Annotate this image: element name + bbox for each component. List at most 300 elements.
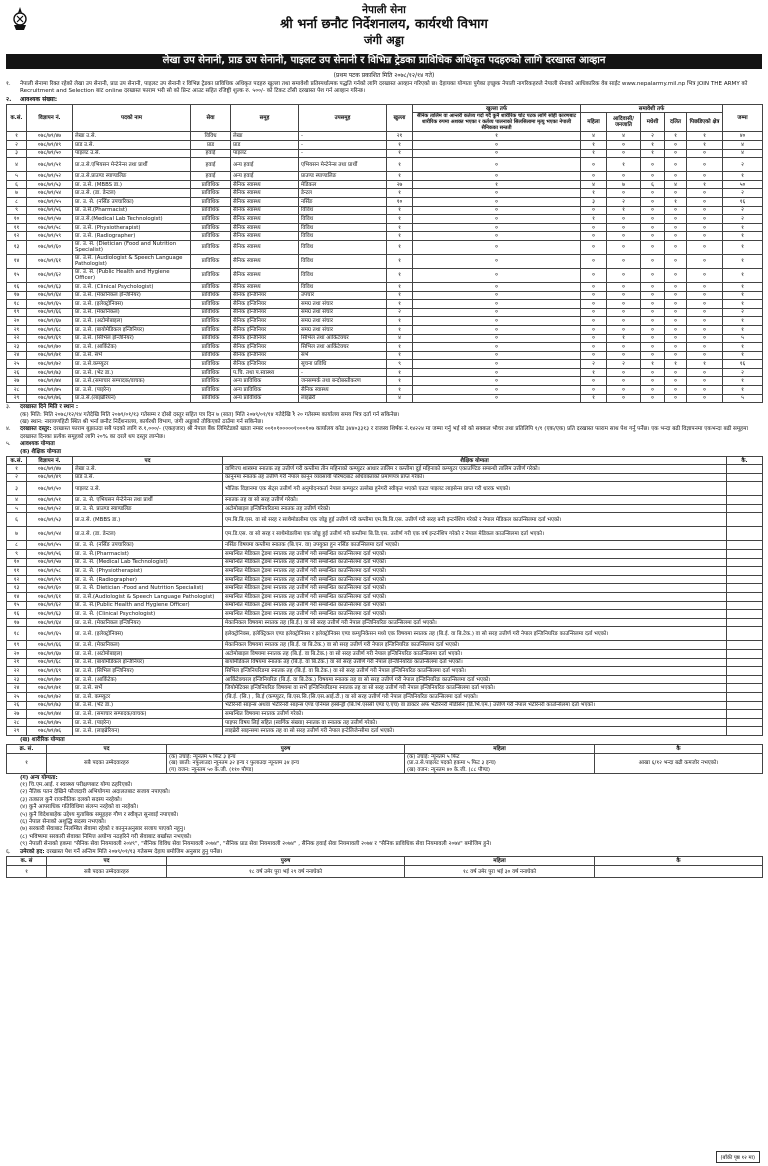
- female-pilot-height: (प्रा.उ.से.पाइलट पदको हकमा ५ फिट ३ इन्च): [407, 760, 496, 767]
- qualification-row: [7, 667, 763, 676]
- other-req-item: (४) कुनै आपराधिक गतिविधिमा संलग्न नरहेको वा नरहेको।: [20, 804, 139, 811]
- cell-janajati: ७: [607, 180, 641, 189]
- cell-ad-no: ०७८/७९/५९: [27, 232, 73, 241]
- col-male: पुरुष: [167, 857, 405, 866]
- cell-group: सैनिक स्वास्थ्य: [231, 232, 299, 241]
- cell-total: २: [723, 189, 763, 198]
- cell-group: सैनिक इन्जिनियर: [231, 351, 299, 360]
- cell-janajati: ०: [607, 268, 641, 282]
- cell-dalit: ०: [665, 325, 687, 334]
- col-open-sub: सैनिक तालिम वा आन्तरी कर्तव्य गर्दा गर्दै कुनै शारीरिक चोट पटक लागि सोही कारणबाट शारीरिक रुपमा अशक्त भएका र कर्तव्य पालनाको सिलसिलामा मृत्यु भएका नेपाली सैनिकका सन्तती: [413, 113, 581, 132]
- cell-open: १: [387, 254, 413, 268]
- cell-sn: २०: [7, 317, 27, 326]
- cell-sn: २२: [7, 334, 27, 343]
- cell-backward: ०: [687, 206, 723, 215]
- cell-qualification: लाइब्रेरी साइन्समा स्नातक तह वा सो सरह उत्तीर्ण गरी नेपाल इन्टेलिजेन्सीमा दर्ता भएको।: [223, 727, 727, 736]
- cell-women: ४: [581, 132, 607, 141]
- vacancy-row: [7, 351, 763, 360]
- cell-dalit: ०: [665, 317, 687, 326]
- cell-dalit: ०: [665, 282, 687, 291]
- cell-group: सैनिक स्वास्थ्य: [231, 197, 299, 206]
- cell-post: प्रा. उ.से. (Radiographer): [73, 232, 191, 241]
- cell-dalit: ०: [665, 300, 687, 309]
- vacancy-row: [7, 132, 763, 141]
- cell-backward: ०: [687, 386, 723, 395]
- cell-ad-no: ०७८/७९/५५: [27, 541, 73, 550]
- cell-sn: १०: [7, 215, 27, 224]
- cell-backward: १: [687, 132, 723, 141]
- section-3-title: दरखास्त दिने मिति र स्थान :: [20, 404, 79, 411]
- cell-post: प्रा. उ.से. (MBBS डा.): [73, 180, 191, 189]
- col-sn: क.सं.: [7, 457, 27, 465]
- cell-total: ५: [723, 334, 763, 343]
- cell-janajati: ०: [607, 240, 641, 254]
- cell-ad-no: ०७८/७९/६१: [27, 593, 73, 602]
- cell-service: प्राविधिक: [191, 325, 231, 334]
- cell-qualification: सम्बन्धित मेडिकल ट्रेडमा स्नातक तह उत्तीर्ण गरी सम्बन्धित काउन्सिलमा दर्ता भएको।: [223, 567, 727, 576]
- cell-ad-no: ०७८/७९/५०: [27, 149, 73, 158]
- cell-remarks: [727, 675, 763, 684]
- cell-ad-no: ०७८/७९/५१: [27, 158, 73, 172]
- cell-backward: ०: [687, 394, 723, 403]
- cell-remarks: [727, 658, 763, 667]
- cell-open-special: ०: [413, 325, 581, 334]
- qualification-row: [7, 618, 763, 627]
- cell-subgroup: जनसम्पर्क तथा बन्दोबस्तीकरण: [299, 377, 387, 386]
- col-female: महिला: [405, 745, 595, 754]
- qualification-row: [7, 513, 763, 527]
- cell-remarks: [727, 550, 763, 559]
- cell-janajati: ०: [607, 254, 641, 268]
- cell-open: १: [387, 223, 413, 232]
- cell-dalit: ०: [665, 223, 687, 232]
- cell-backward: ०: [687, 368, 723, 377]
- cell-group: सैनिक स्वास्थ्य: [231, 189, 299, 198]
- cell-total: ५०: [723, 180, 763, 189]
- vacancy-row: [7, 325, 763, 334]
- cell-open-special: ०: [413, 291, 581, 300]
- cell-backward: ०: [687, 189, 723, 198]
- qualification-row: [7, 718, 763, 727]
- cell-service: प्राविधिक: [191, 268, 231, 282]
- cell-post: प्रा. उ.से. (भेट डा.): [73, 368, 191, 377]
- qualification-row: [7, 575, 763, 584]
- col-janajati: आदिवासी/जनजाति: [607, 113, 641, 132]
- col-backward: पिछडिएको क्षेत्र: [687, 113, 723, 132]
- col-post: पद: [47, 745, 167, 754]
- cell-qualification: सिभिल इन्जिनियरिङमा स्नातक तह (बि.ई. वा बि.टेक.) वा सो सरह उत्तीर्ण गरी नेपाल इन्जिनियरिङ काउन्सिलमा दर्ता भएको।: [223, 667, 727, 676]
- cell-sn: ८: [7, 197, 27, 206]
- physical-row: [7, 754, 763, 773]
- cell-open-special: ०: [413, 360, 581, 369]
- cell-subgroup: विविध: [299, 254, 387, 268]
- cell-subgroup: -: [299, 141, 387, 150]
- cell-total: १: [723, 351, 763, 360]
- cell-janajati: ०: [607, 394, 641, 403]
- cell-post: प्रा. उ.से.कम्प्युटर: [73, 360, 191, 369]
- cell-male: [167, 754, 405, 773]
- cell-sn: १९: [7, 308, 27, 317]
- cell-open: ९: [387, 360, 413, 369]
- qualification-row: [7, 558, 763, 567]
- cell-post: प्रा.उ.से.प्राउण्ड स्याण्डलिङ: [73, 172, 191, 181]
- cell-women: ०: [581, 325, 607, 334]
- cell-ad-no: ०७८/७९/५०: [27, 482, 73, 496]
- cell-qualification: सम्बन्धित मेडिकल ट्रेडमा स्नातक तह उत्तीर्ण गरी सम्बन्धित काउन्सिलमा दर्ता भएको।: [223, 610, 727, 619]
- vacancy-row: [7, 300, 763, 309]
- cell-eyesight: आखा ६/१२ भन्दा बढी कमजोर नभएको।: [595, 754, 763, 773]
- male-weight: (ग) वजन: न्यूनतम ५० के.जी. (११० पौण्ड): [169, 766, 254, 773]
- cell-women: १: [581, 189, 607, 198]
- qualification-row: [7, 658, 763, 667]
- cell-sn: १: [7, 465, 27, 474]
- cell-post: प्रा. उ.से. (लाइब्रेरियन): [73, 727, 223, 736]
- cell-total: ५: [723, 394, 763, 403]
- cell-dalit: ०: [665, 334, 687, 343]
- cell-open: १: [387, 232, 413, 241]
- cell-subgroup: विविध: [299, 232, 387, 241]
- cell-ad-no: ०७८/७९/६३: [27, 610, 73, 619]
- cell-women: १: [581, 215, 607, 224]
- cell-janajati: ०: [607, 282, 641, 291]
- cell-ad-no: ०७८/७९/७३: [27, 368, 73, 377]
- cell-madhesi: ०: [641, 394, 665, 403]
- cell-group: अन्य प्राविधिक: [231, 377, 299, 386]
- cell-dalit: ०: [665, 377, 687, 386]
- section-3: [6, 404, 762, 456]
- cell-dalit: ०: [665, 172, 687, 181]
- cell-sn: २९: [7, 394, 27, 403]
- cell-group: अन्य प्राविधिक: [231, 394, 299, 403]
- cell-subgroup: विविध: [299, 215, 387, 224]
- cell-ad-no: ०७८/७९/६७: [27, 650, 73, 659]
- cell-ad-no: ०७८/७९/५४: [27, 189, 73, 198]
- cell-backward: ०: [687, 351, 723, 360]
- cell-sn: २९: [7, 727, 27, 736]
- cell-post: प्राड उ.से.: [73, 473, 223, 482]
- qualification-row: [7, 610, 763, 619]
- cell-backward: १: [687, 360, 723, 369]
- cell-ad-no: ०७८/७९/६६: [27, 308, 73, 317]
- cell-post: सबै पदका उम्मेदवारहरु: [47, 866, 167, 878]
- cell-group: सैनिक इन्जिनियर: [231, 300, 299, 309]
- cell-madhesi: ०: [641, 368, 665, 377]
- cell-open-special: ०: [413, 172, 581, 181]
- cell-backward: ०: [687, 223, 723, 232]
- cell-open-special: ०: [413, 240, 581, 254]
- cell-group: सैनिक स्वास्थ्य: [231, 215, 299, 224]
- cell-sn: १८: [7, 627, 27, 641]
- cell-madhesi: ०: [641, 197, 665, 206]
- cell-madhesi: ०: [641, 351, 665, 360]
- cell-post: प्रा. उ. से.(Public Health and Hygiene Officer): [73, 601, 223, 610]
- cell-total: ४: [723, 141, 763, 150]
- cell-total: १: [723, 291, 763, 300]
- vacancy-row: [7, 377, 763, 386]
- vacancy-row: [7, 386, 763, 395]
- cell-subgroup: सिभिल तथा आर्किटेक्चर: [299, 334, 387, 343]
- cell-open: १: [387, 386, 413, 395]
- cell-remarks: [727, 567, 763, 576]
- cell-qualification: बायोमेडिकल विषयमा स्नातक तह (बि.ई. वा बि.टेक.) वा सो सरह उत्तीर्ण गरी नेपाल इन्जिनियरिङ काउन्सिलमा दर्ता भएको।: [223, 658, 727, 667]
- vacancy-row: [7, 282, 763, 291]
- army-emblem-icon: [9, 6, 31, 32]
- other-req-item: (६) नेपाल सेनाको अशुद्धि सदस्य नभएको।: [20, 819, 106, 826]
- cell-group: अन्य हवाई: [231, 172, 299, 181]
- vacancy-row: [7, 149, 763, 158]
- cell-women: ०: [581, 308, 607, 317]
- cell-qualification: नर्सिङ विषयमा कम्तीमा स्नातक (बि.एन. वा) उपयुक्त हुन नर्सिङ काउन्सिलमा दर्ता भएको।: [223, 541, 727, 550]
- col-subgroup: उपसमूह: [299, 105, 387, 132]
- cell-sn: २२: [7, 667, 27, 676]
- cell-sn: २०: [7, 650, 27, 659]
- vacancy-table: [6, 104, 763, 403]
- cell-service: प्राविधिक: [191, 291, 231, 300]
- publish-date: (प्रथम पटक प्रकाशित मिति २०७८/१२/१४ गते): [333, 72, 435, 79]
- cell-ad-no: ०७८/७९/७४: [27, 710, 73, 719]
- physical-title: (ख) शारीरिक योग्यता: [20, 736, 65, 743]
- cell-qualification: आर्किटेक्चरल इन्जिनियरिङ (बि.ई. वा बि.टेक.) विषयमा स्नातक तह वा सो सरह उत्तीर्ण गरी नेपाल इन्जिनियरिङ काउन्सिलमा दर्ता भएको।: [223, 675, 727, 684]
- cell-ad-no: ०७८/७९/७०: [27, 343, 73, 352]
- cell-janajati: ०: [607, 189, 641, 198]
- cell-post: प्रा. उ.से. (आर्किटेक): [73, 675, 223, 684]
- cell-sn: ११: [7, 223, 27, 232]
- cell-women: ०: [581, 232, 607, 241]
- cell-remarks: [727, 610, 763, 619]
- col-madhesi: मधेशी: [641, 113, 665, 132]
- cell-ad-no: ०७८/७९/५४: [27, 527, 73, 541]
- qualification-row: [7, 601, 763, 610]
- cell-open: ४: [387, 334, 413, 343]
- cell-total: २: [723, 206, 763, 215]
- vacancy-row: [7, 206, 763, 215]
- cell-open: १०: [387, 197, 413, 206]
- cell-post: सबै पदका उम्मेदवारहरु: [47, 754, 167, 773]
- cell-women: १: [581, 368, 607, 377]
- qualification-row: [7, 473, 763, 482]
- male-height: (क) उचाई: न्यूनतम ५ फिट ३ इन्च: [169, 754, 236, 761]
- cell-ad-no: ०७८/७९/६५: [27, 627, 73, 641]
- cell-backward: ०: [687, 158, 723, 172]
- cell-open-special: ०: [413, 377, 581, 386]
- cell-subgroup: सैनिक स्वास्थ्य: [299, 386, 387, 395]
- cell-total: १: [723, 254, 763, 268]
- cell-total: १: [723, 282, 763, 291]
- other-req-item: (७) सरकारी सेवाबाट निलम्बित सेवामा रहेको र कानुनअनुसार सजाय पाएको नहुनु।: [20, 826, 186, 833]
- other-req-title: (ग) अन्य योग्यता:: [20, 774, 58, 781]
- vacancy-row: [7, 197, 763, 206]
- cell-total: १: [723, 240, 763, 254]
- cell-open: २१: [387, 132, 413, 141]
- cell-sn: १: [7, 866, 47, 878]
- cell-sn: ७: [7, 527, 27, 541]
- cell-madhesi: ०: [641, 325, 665, 334]
- cell-sn: २४: [7, 684, 27, 693]
- cell-total: १: [723, 386, 763, 395]
- cell-qualification: सम्बन्धित मेडिकल ट्रेडमा स्नातक तह उत्तीर्ण गरी सम्बन्धित काउन्सिलमा दर्ता भएको।: [223, 601, 727, 610]
- cell-group: सैनिक स्वास्थ्य: [231, 254, 299, 268]
- age-row: [7, 866, 763, 878]
- cell-ad-no: ०७८/७९/६७: [27, 317, 73, 326]
- cell-madhesi: ०: [641, 386, 665, 395]
- cell-group: पाइलट: [231, 149, 299, 158]
- cell-dalit: ०: [665, 368, 687, 377]
- qualification-row: [7, 727, 763, 736]
- header-hq: जंगी अड्डा: [364, 33, 404, 47]
- cell-backward: ०: [687, 215, 723, 224]
- cell-post: प्रा.उ.से. (डा. डेन्टल): [73, 527, 223, 541]
- qualification-row: [7, 701, 763, 710]
- cell-group: सैनिक स्वास्थ्य: [231, 223, 299, 232]
- cell-dalit: १: [665, 360, 687, 369]
- cell-sn: १६: [7, 610, 27, 619]
- cell-subgroup: विविध: [299, 206, 387, 215]
- cell-sn: १४: [7, 593, 27, 602]
- cell-open: १: [387, 291, 413, 300]
- cell-ad-no: ०७८/७९/५८: [27, 223, 73, 232]
- cell-janajati: ०: [607, 325, 641, 334]
- qualification-table: [6, 456, 763, 736]
- cell-qualification: अटोमोबाइल इन्जिनियरिङमा स्नातक तह उत्तीर्ण गरेको।: [223, 504, 727, 513]
- cell-dalit: ४: [665, 180, 687, 189]
- section-6-title: उमेरको हद:: [20, 848, 45, 855]
- col-remarks: कै: [595, 745, 763, 754]
- cell-sn: २५: [7, 360, 27, 369]
- cell-post: प्रा. उ.से. (भेट डा.): [73, 701, 223, 710]
- cell-qualification: भेटेरिनरी साइन्स अथवा भेटेरिनरी साइन्स एण्ड एनिमल हस्बेन्ड्री (बि.भि.एससी एण्ड ए.एच) वा डाक्टर अफ भेटेरिनरी मेडिसिन (डि.भि.एम.) उत्तीर्ण गरी नेपाल भेटेरिनरी काउन्सिलमा दर्ता भएको।: [223, 701, 727, 710]
- cell-remarks: [727, 701, 763, 710]
- qualification-row: [7, 496, 763, 505]
- cell-total: २: [723, 158, 763, 172]
- cell-post: पाइलट उ.से.: [73, 482, 223, 496]
- cell-total: १: [723, 223, 763, 232]
- cell-open: १: [387, 300, 413, 309]
- cell-sn: २: [7, 473, 27, 482]
- cell-open-special: ०: [413, 149, 581, 158]
- col-inclusive-header: समावेशी तर्फ: [581, 105, 723, 113]
- cell-ad-no: ०७८/७९/५२: [27, 504, 73, 513]
- cell-ad-no: ०७८/७९/७१: [27, 351, 73, 360]
- cell-dalit: १: [665, 132, 687, 141]
- cell-qualification: एम.डि.एस. वा सो सरह र साथैमोडलीमा एक जोड्ड हुई उत्तीर्ण गरी कम्तीमा बि.डि.एस. उत्तीर्ण गरी एक वर्ष इन्टर्नशिप गरेको र नेपाल मेडिकल काउन्सिलमा दर्ता भएको।: [223, 527, 727, 541]
- cell-madhesi: ६: [641, 180, 665, 189]
- col-service: सेवा: [191, 105, 231, 132]
- cell-post: प्रा.उ.से.एभियसन मेन्टेनेन्स तथा प्रार्थी: [73, 158, 191, 172]
- cell-post: प्रा. उ.से. (इलेक्ट्रोनिक्स): [73, 300, 191, 309]
- cell-post: प्रा. उ.से. (अटोमोबाइल): [73, 650, 223, 659]
- cell-subgroup: समग्र तथा संचार: [299, 300, 387, 309]
- qualification-row: [7, 482, 763, 496]
- cell-open: १: [387, 215, 413, 224]
- cell-post: प्रा. उ. से. (Public Health and Hygiene Officer): [73, 268, 191, 282]
- cell-sn: ९: [7, 550, 27, 559]
- cell-madhesi: ०: [641, 308, 665, 317]
- qualification-row: [7, 527, 763, 541]
- cell-group: सैनिक इन्जिनियर: [231, 360, 299, 369]
- cell-madhesi: ०: [641, 343, 665, 352]
- cell-ad-no: ०७८/७९/७२: [27, 360, 73, 369]
- cell-sn: ८: [7, 541, 27, 550]
- cell-sn: २७: [7, 377, 27, 386]
- cell-post: प्रा. उ.से. सर्भे: [73, 684, 223, 693]
- age-table: [6, 856, 763, 878]
- cell-women: ०: [581, 158, 607, 172]
- cell-qualification: मेकानिकल विषयमा स्नातक तह (बि.ई.) वा सो सरह उत्तीर्ण गरी नेपाल इन्जिनियरिङ काउन्सिलमा दर्ता भएको।: [223, 618, 727, 627]
- cell-ad-no: ०७८/७९/६८: [27, 658, 73, 667]
- cell-sn: ७: [7, 189, 27, 198]
- cell-women: ०: [581, 254, 607, 268]
- cell-total: १: [723, 300, 763, 309]
- qualification-row: [7, 504, 763, 513]
- cell-sn: २१: [7, 658, 27, 667]
- cell-subgroup: एभियसन मेन्टेनेन्स तथा प्रार्थी: [299, 158, 387, 172]
- other-req-item: (९) नेपाली सेनाको हकमा "सैनिक सेवा नियमावली २०४९", "सैनिक विविध सेवा नियमावली २०७४", "सैनिक प्राड सेवा नियमावली २०७४" , सैनिक हवाई सेवा नियमावली २०७४ र "सैनिक प्राविधिक सेवा नियमावली २०७४" बमोजिम हुने।: [20, 841, 492, 848]
- cell-backward: ०: [687, 149, 723, 158]
- cell-post: प्रा. उ. से. (Medical Lab Technologist): [73, 558, 223, 567]
- cell-sn: ५: [7, 172, 27, 181]
- cell-remarks: [727, 618, 763, 627]
- cell-backward: ०: [687, 325, 723, 334]
- col-post: पदको नाम: [73, 105, 191, 132]
- cell-qualification: अटोमोबाइल विषयमा स्नातक तह (बि.ई. वा बि.टेक.) वा सो सरह उत्तीर्ण गरी नेपाल इन्जिनियरिङ काउन्सिलमा दर्ता भएको।: [223, 650, 727, 659]
- cell-ad-no: ०७८/७९/५३: [27, 180, 73, 189]
- cell-sn: १७: [7, 291, 27, 300]
- cell-backward: ०: [687, 254, 723, 268]
- cell-post: प्रा. उ. से. (Physiotherapist): [73, 567, 223, 576]
- cell-women: १: [581, 394, 607, 403]
- cell-madhesi: ०: [641, 172, 665, 181]
- cell-madhesi: १: [641, 141, 665, 150]
- physical-heading: [6, 737, 762, 744]
- cell-sn: ६: [7, 513, 27, 527]
- section-3-date: (क) मिति: मिति २०७८/१२/१४ गतेदेखि मिति २०७९/०१/१३ गतेसम्म र दोस्रो दस्तुर सहित पत्र दिन ७ (सात) मिति २०७९/०१/१४ गतेदेखि १ै २० गतेसम्म कार्यालय समय भित्र दर्ता गर्न सकिनेछ।: [20, 411, 400, 418]
- qualification-row: [7, 593, 763, 602]
- cell-backward: १: [687, 141, 723, 150]
- col-qualification: शैक्षिक योग्यता: [223, 457, 727, 465]
- qualification-row: [7, 650, 763, 659]
- cell-post: प्रा. उ. से. (नर्सिङ उपचारिका): [73, 197, 191, 206]
- cell-ad-no: ०७८/७९/६२: [27, 601, 73, 610]
- cell-total: १: [723, 232, 763, 241]
- vacancy-row: [7, 232, 763, 241]
- cell-backward: ०: [687, 291, 723, 300]
- cell-women: ०: [581, 223, 607, 232]
- cell-women: २: [581, 360, 607, 369]
- cell-group: लेखा: [231, 132, 299, 141]
- cell-open-special: ०: [413, 282, 581, 291]
- cell-backward: ०: [687, 308, 723, 317]
- cell-ad-no: ०७८/७९/५३: [27, 513, 73, 527]
- cell-group: सैनिक इन्जिनियर: [231, 308, 299, 317]
- qualification-row: [7, 692, 763, 701]
- cell-total: १: [723, 172, 763, 181]
- cell-remarks: [727, 575, 763, 584]
- cell-group: सैनिक इन्जिनियर: [231, 343, 299, 352]
- cell-sn: १२: [7, 232, 27, 241]
- cell-ad-no: ०७८/७९/७३: [27, 701, 73, 710]
- cell-ad-no: ०७८/७९/५८: [27, 567, 73, 576]
- cell-group: सैनिक इन्जिनियर: [231, 325, 299, 334]
- cell-ad-no: ०७८/७९/५९: [27, 575, 73, 584]
- cell-ad-no: ०७८/७९/६४: [27, 291, 73, 300]
- cell-ad-no: ०७८/७९/६२: [27, 268, 73, 282]
- male-chest: (ख) छाती: नफुलाउदा न्यूनतम ३२ इन्च र फुलाउदा न्यूनतम ३४ इन्च: [169, 760, 300, 767]
- cell-dalit: ०: [665, 308, 687, 317]
- cell-janajati: ०: [607, 308, 641, 317]
- cell-backward: ०: [687, 282, 723, 291]
- cell-open: १: [387, 377, 413, 386]
- cell-sn: १५: [7, 268, 27, 282]
